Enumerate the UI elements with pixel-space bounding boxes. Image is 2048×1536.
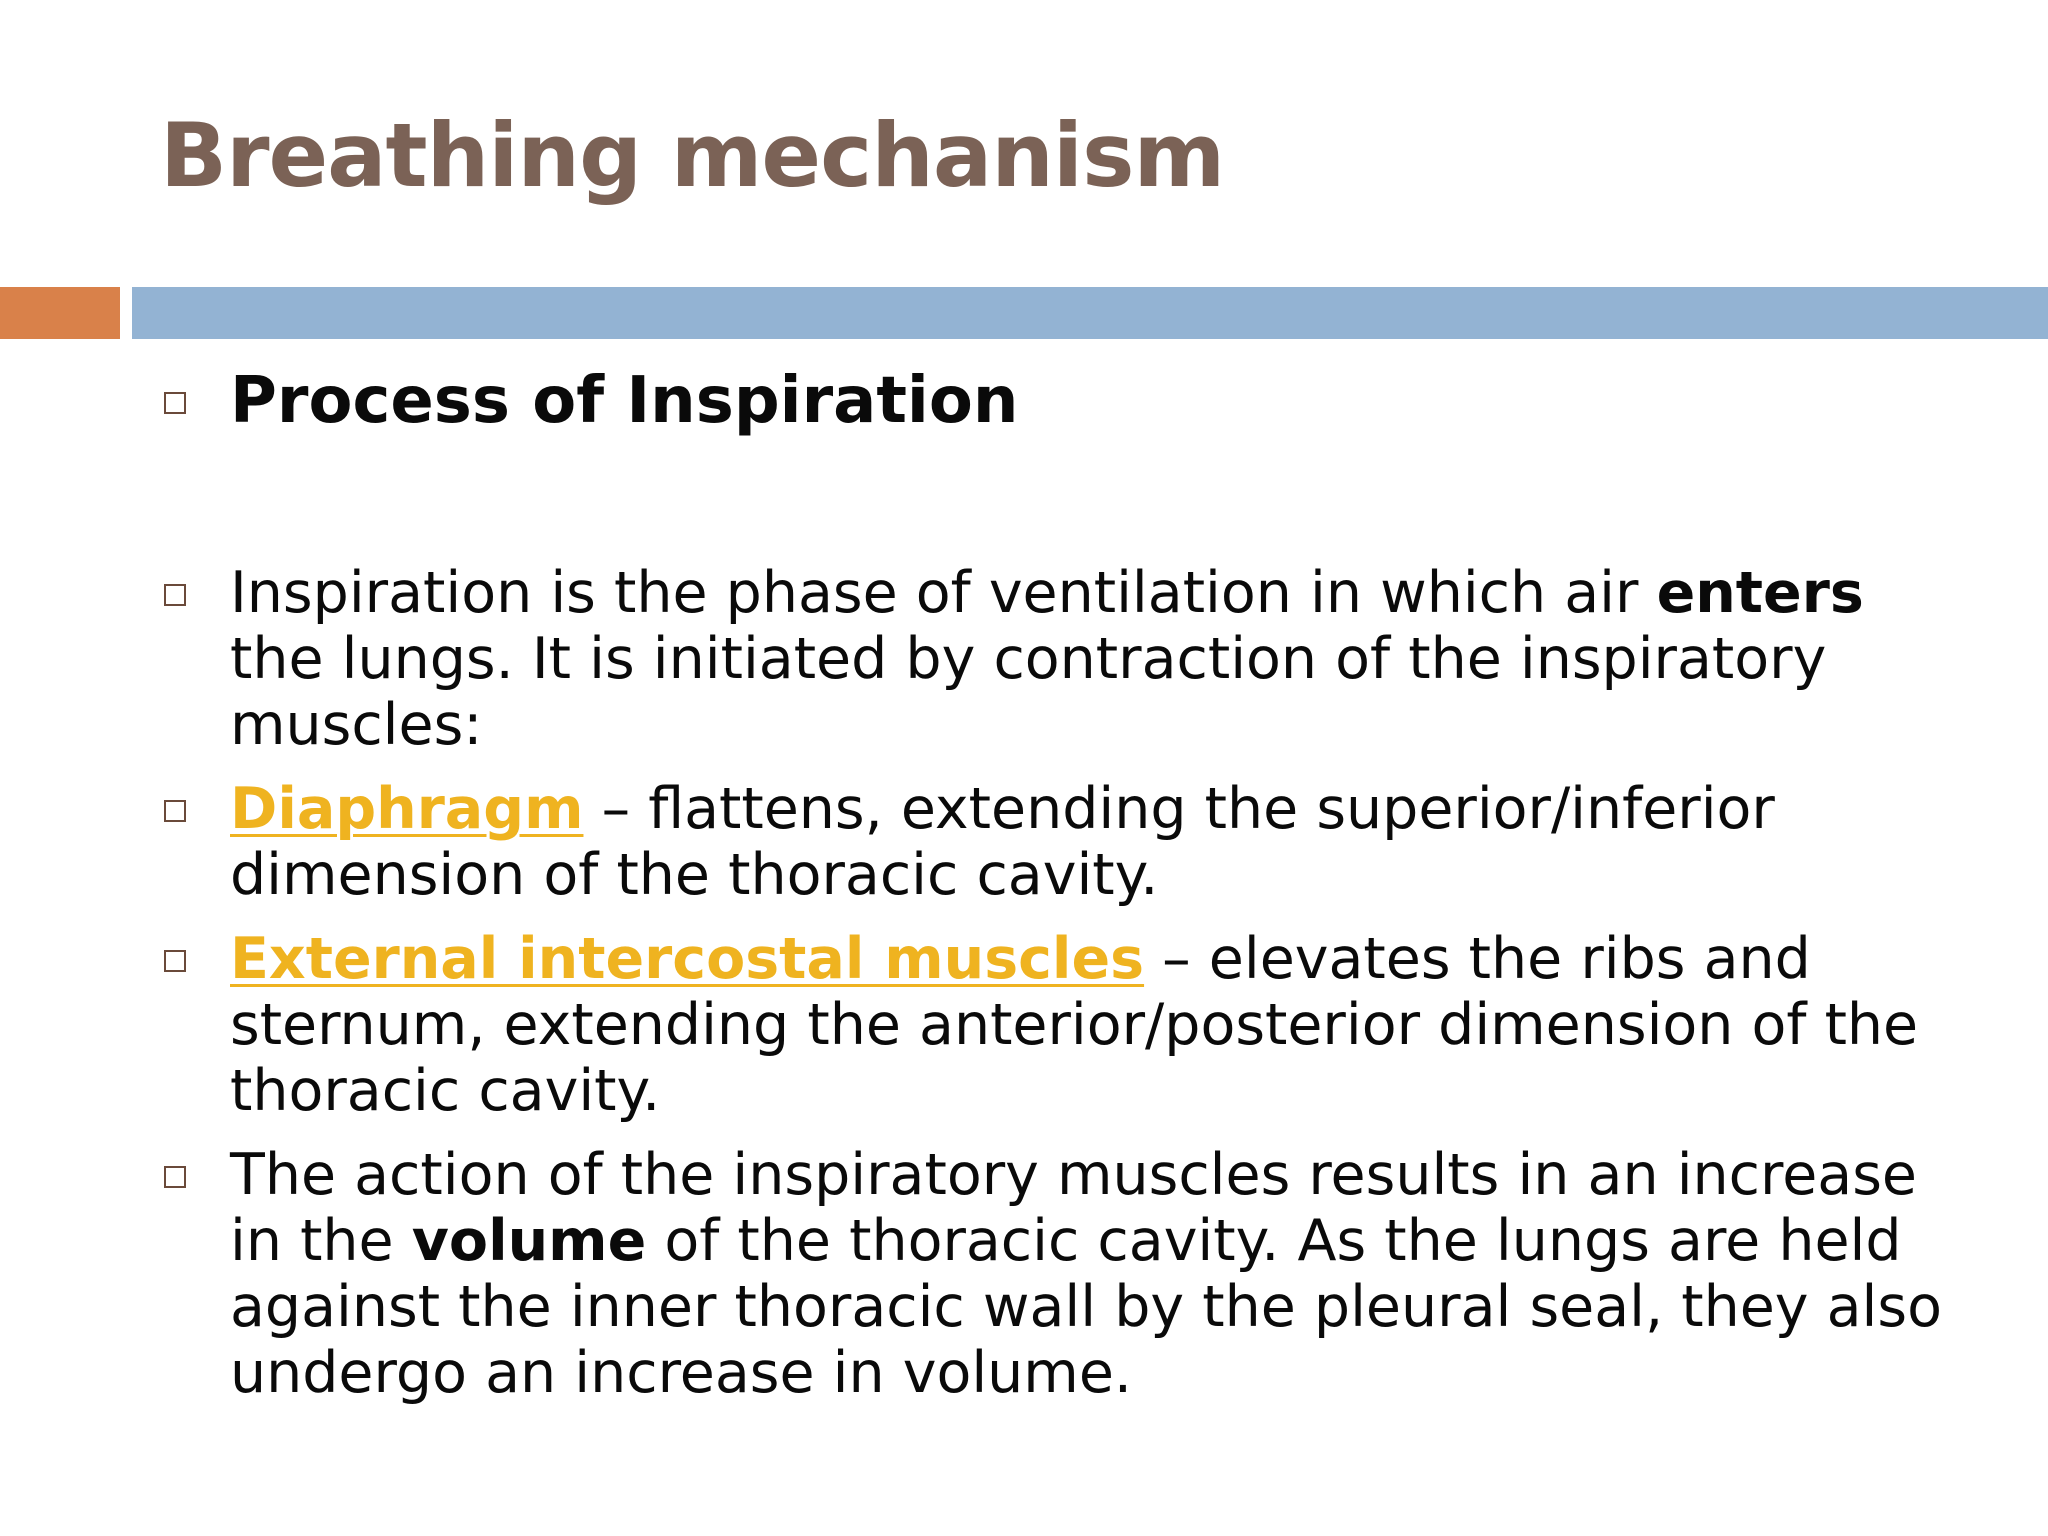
list-item xyxy=(160,560,1960,758)
emphasis-text: enters xyxy=(1656,560,1864,626)
hollow-square-bullet-icon xyxy=(164,392,186,414)
accent-bar-blue xyxy=(132,287,2048,339)
bullet-text: – flattens, extending the superior/inferior dimension of the thoracic cavity. xyxy=(230,776,1775,908)
section-heading: Process of Inspiration xyxy=(230,364,1019,438)
diaphragm-link[interactable]: Diaphragm xyxy=(230,776,584,842)
list-item xyxy=(160,1142,1960,1406)
list-item-heading xyxy=(160,360,1960,442)
external-intercostal-muscles-link[interactable]: External intercostal muscles xyxy=(230,926,1145,992)
list-item xyxy=(160,926,1960,1124)
hollow-square-bullet-icon xyxy=(164,800,186,822)
bullet-text: – elevates the ribs and sternum, extending the anterior/posterior dimension of the thoracic cavity. xyxy=(230,926,1919,1124)
slide-title: Breathing mechanism xyxy=(160,104,1225,207)
accent-bar-orange xyxy=(0,287,120,339)
bullet-text: the lungs. It is initiated by contraction of the inspiratory muscles: xyxy=(230,626,1827,758)
bullet-text: The action of the inspiratory muscles results in an increase in the xyxy=(230,1142,1917,1274)
emphasis-text: volume xyxy=(411,1208,647,1274)
hollow-square-bullet-icon xyxy=(164,950,186,972)
hollow-square-bullet-icon xyxy=(164,1166,186,1188)
bullet-text: Inspiration is the phase of ventilation in which air xyxy=(230,560,1657,626)
list-item xyxy=(160,776,1960,908)
bullet-text: of the thoracic cavity. As the lungs are held against the inner thoracic wall by the pleural seal, they also undergo an increase in volume. xyxy=(230,1208,1942,1406)
bullet-list xyxy=(160,360,1960,1406)
hollow-square-bullet-icon xyxy=(164,584,186,606)
